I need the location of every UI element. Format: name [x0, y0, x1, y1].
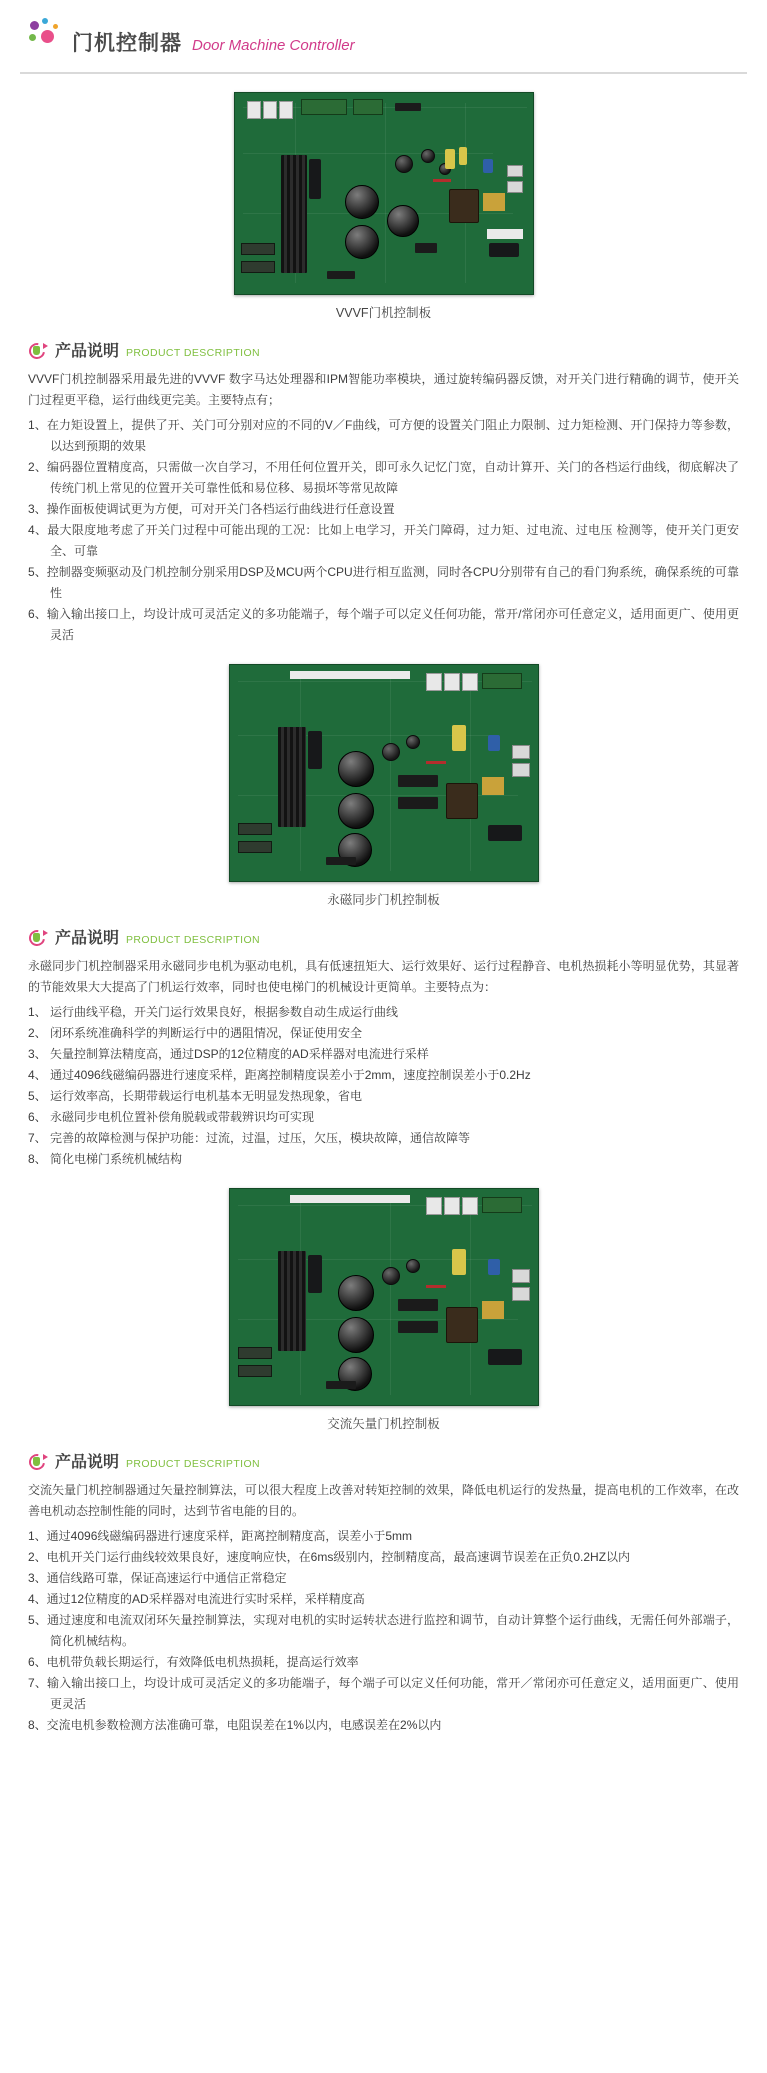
description-title-en: PRODUCT DESCRIPTION [126, 1458, 261, 1470]
colored-dots-logo-icon [28, 18, 62, 52]
pcb-illustration [234, 92, 534, 295]
list-item: 1、在力矩设置上，提供了开、关门可分别对应的不同的V／F曲线，可方便的设置关门阻止力限制、过力矩检测、开门保持力等参数，以达到预期的效果 [28, 418, 739, 453]
hand-pointer-icon [28, 341, 48, 361]
list-item: 2、电机开关门运行曲线较效果良好，速度响应快，在6ms级别内，控制精度高，最高速调节误差在正负0.2HZ以内 [28, 1550, 631, 1564]
pcb-illustration [229, 664, 539, 882]
feature-list [28, 1002, 739, 1170]
page-subtitle: Door Machine Controller [192, 37, 355, 54]
list-item: 2、编码器位置精度高，只需做一次自学习，不用任何位置开关，即可永久记忆门宽，自动计算开、关门的各档运行曲线，彻底解决了传统门机上常见的位置开关可靠性低和易位移、易损坏等常见故障 [28, 460, 739, 495]
hand-pointer-icon [28, 928, 48, 948]
list-item: 5、通过速度和电流双闭环矢量控制算法，实现对电机的实时运转状态进行监控和调节，自动计算整个运行曲线，无需任何外部端子，简化机械结构。 [28, 1613, 739, 1648]
product-description-heading [28, 341, 739, 361]
section-vvvf [0, 92, 767, 646]
product-description-heading [28, 928, 739, 948]
description-intro: 永磁同步门机控制器采用永磁同步电机为驱动电机，具有低速扭矩大、运行效果好、运行过程静音、电机热损耗小等明显优势，其显著的节能效果大大提高了门机运行效率，同时也使电梯门的机械设计更简单。主要特点为： [28, 959, 739, 994]
description-intro: VVVF门机控制器采用最先进的VVVF 数字马达处理器和IPM智能功率模块，通过旋转编码器反馈，对开关门进行精确的调节，使开关门过程更平稳，运行曲线更完美。主要特点有； [28, 372, 739, 407]
feature-list [28, 415, 739, 646]
list-item: 4、最大限度地考虑了开关门过程中可能出现的工况：比如上电学习，开关门障碍，过力矩、过电流、过电压 检测等，使开关门更安全、可靠 [28, 523, 739, 558]
list-item: 3、通信线路可靠，保证高速运行中通信正常稳定 [28, 1571, 287, 1585]
list-item: 8、 简化电梯门系统机械结构 [28, 1152, 183, 1166]
description-intro: 交流矢量门机控制器通过矢量控制算法，可以很大程度上改善对转矩控制的效果，降低电机运行的发热量，提高电机的工作效率，在改善电机动态控制性能的同时，达到节省电能的目的。 [28, 1483, 739, 1518]
list-item: 1、 运行曲线平稳，开关门运行效果良好，根据参数自动生成运行曲线 [28, 1005, 399, 1019]
board-image-ac-vector [28, 1188, 739, 1446]
product-description-heading [28, 1452, 739, 1472]
list-item: 6、电机带负载长期运行，有效降低电机热损耗，提高运行效率 [28, 1655, 359, 1669]
section-pmsm [0, 664, 767, 1170]
image-caption: 交流矢量门机控制板 [327, 1417, 440, 1431]
section-ac-vector [0, 1188, 767, 1736]
list-item: 8、交流电机参数检测方法准确可靠，电阻误差在1%以内，电感误差在2%以内 [28, 1718, 442, 1732]
description-title-en: PRODUCT DESCRIPTION [126, 347, 261, 359]
board-image-vvvf [28, 92, 739, 335]
image-caption: VVVF门机控制板 [335, 306, 432, 320]
list-item: 2、 闭环系统准确科学的判断运行中的遇阻情况，保证使用安全 [28, 1026, 363, 1040]
list-item: 3、操作面板使调试更为方便，可对开关门各档运行曲线进行任意设置 [28, 502, 395, 516]
list-item: 4、通过12位精度的AD采样器对电流进行实时采样，采样精度高 [28, 1592, 365, 1606]
header-divider [20, 72, 747, 74]
list-item: 5、 运行效率高，长期带载运行电机基本无明显发热现象，省电 [28, 1089, 363, 1103]
list-item: 7、 完善的故障检测与保护功能：过流，过温，过压，欠压，模块故障，通信故障等 [28, 1131, 471, 1145]
description-title-en: PRODUCT DESCRIPTION [126, 934, 261, 946]
list-item: 6、 永磁同步电机位置补偿角脱载或带载辨识均可实现 [28, 1110, 315, 1124]
pcb-illustration [229, 1188, 539, 1406]
list-item: 5、控制器变频驱动及门机控制分别采用DSP及MCU两个CPU进行相互监测，同时各CPU分别带有自己的看门狗系统，确保系统的可靠性 [28, 565, 739, 600]
image-caption: 永磁同步门机控制板 [327, 893, 440, 907]
feature-list [28, 1526, 739, 1736]
list-item: 4、 通过4096线磁编码器进行速度采样，距离控制精度误差小于2mm，速度控制误差小于0.2Hz [28, 1068, 531, 1082]
list-item: 3、 矢量控制算法精度高，通过DSP的12位精度的AD采样器对电流进行采样 [28, 1047, 429, 1061]
description-title-cn: 产品说明 [55, 1454, 120, 1472]
page-title: 门机控制器 [72, 32, 182, 55]
description-title-cn: 产品说明 [55, 930, 120, 948]
list-item: 1、通过4096线磁编码器进行速度采样，距离控制精度高，误差小于5mm [28, 1529, 413, 1543]
page-header [0, 0, 767, 64]
description-title-cn: 产品说明 [55, 343, 120, 361]
list-item: 6、输入输出接口上，均设计成可灵活定义的多功能端子，每个端子可以定义任何功能，常开/常闭亦可任意定义，适用面更广、使用更灵活 [28, 607, 739, 642]
hand-pointer-icon [28, 1452, 48, 1472]
list-item: 7、输入输出接口上，均设计成可灵活定义的多功能端子，每个端子可以定义任何功能，常开／常闭亦可任意定义，适用面更广、使用更灵活 [28, 1676, 739, 1711]
board-image-pmsm [28, 664, 739, 922]
